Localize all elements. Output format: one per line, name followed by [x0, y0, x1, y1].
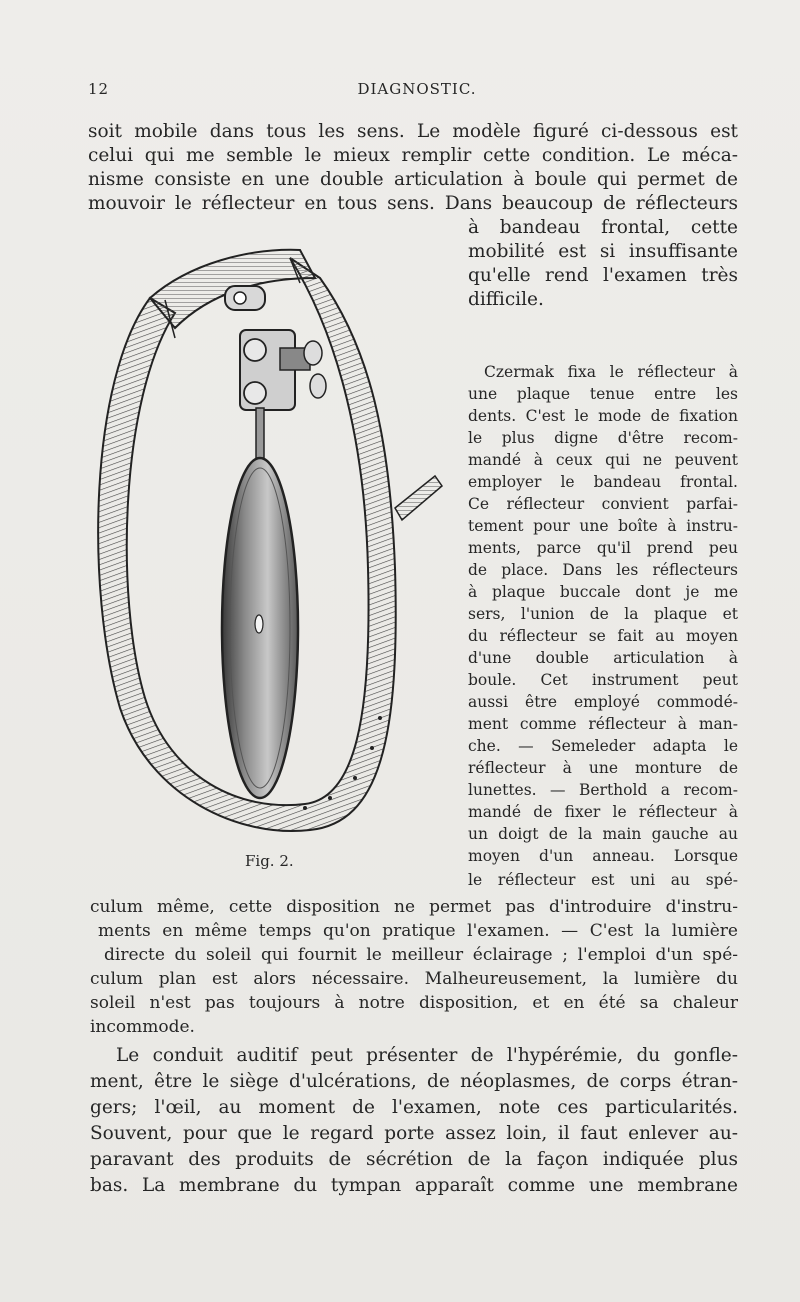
text-line: le plus digne d'être recom-: [468, 429, 738, 447]
text-line: soleil n'est pas toujours à notre disposition, et en été sa chaleur: [90, 993, 738, 1013]
text-line: moyen d'un anneau. Lorsque: [468, 847, 738, 865]
head-mirror-illustration: [90, 238, 450, 848]
text-line: aussi être employé commodé-: [468, 693, 738, 711]
running-header: [88, 80, 746, 104]
text-line: à plaque buccale dont je me: [468, 583, 738, 601]
text-line: gers; l'œil, au moment de l'examen, note ces particularités.: [90, 1097, 738, 1118]
text-line: à bandeau frontal, cette: [468, 217, 738, 238]
page-number: 12: [88, 80, 110, 98]
text-line: celui qui me semble le mieux remplir cette condition. Le méca-: [88, 145, 738, 166]
text-line: mouvoir le réflecteur en tous sens. Dans beaucoup de réflecteurs: [88, 193, 738, 214]
text-line: tement pour une boîte à instru-: [468, 517, 738, 535]
running-title: DIAGNOSTIC.: [357, 80, 477, 98]
text-line: le réflecteur est uni au spé-: [468, 871, 738, 889]
text-line: de place. Dans les réflecteurs: [468, 561, 738, 579]
text-line: nisme consiste en une double articulation à boule qui permet de: [88, 169, 738, 190]
text-line: mandé à ceux qui ne peuvent: [468, 451, 738, 469]
text-line: culum plan est alors nécessaire. Malheureusement, la lumière du: [90, 969, 738, 989]
text-line: d'une double articulation à: [468, 649, 738, 667]
text-line: qu'elle rend l'examen très: [468, 265, 738, 286]
text-line: che. — Semeleder adapta le: [468, 737, 738, 755]
text-line: culum même, cette disposition ne permet pas d'introduire d'instru-: [90, 897, 738, 917]
text-line: directe du soleil qui fournit le meilleur éclairage ; l'emploi d'un spé-: [104, 945, 738, 965]
text-line: ment, être le siège d'ulcérations, de néoplasmes, de corps étran-: [90, 1071, 738, 1092]
text-line: Le conduit auditif peut présenter de l'hypérémie, du gonfle-: [116, 1045, 738, 1066]
text-line: mandé de fixer le réflecteur à: [468, 803, 738, 821]
text-line: ments, parce qu'il prend peu: [468, 539, 738, 557]
text-line: difficile.: [468, 289, 544, 310]
text-line: Czermak fixa le réflecteur à: [484, 363, 738, 381]
text-line: employer le bandeau frontal.: [468, 473, 738, 491]
text-line: soit mobile dans tous les sens. Le modèle figuré ci-dessous est: [88, 121, 738, 142]
text-line: réflecteur à une monture de: [468, 759, 738, 777]
text-line: boule. Cet instrument peut: [468, 671, 738, 689]
text-line: incommode.: [90, 1017, 195, 1037]
text-line: mobilité est si insuffisante: [468, 241, 738, 262]
figure-caption: Fig. 2.: [245, 852, 294, 870]
text-line: Souvent, pour que le regard porte assez loin, il faut enlever au-: [90, 1123, 738, 1144]
text-line: ment comme réflecteur à man-: [468, 715, 738, 733]
text-line: bas. La membrane du tympan apparaît comme une membrane: [90, 1175, 738, 1196]
text-line: sers, l'union de la plaque et: [468, 605, 738, 623]
text-line: un doigt de la main gauche au: [468, 825, 738, 843]
text-line: lunettes. — Berthold a recom-: [468, 781, 738, 799]
text-line: ments en même temps qu'on pratique l'examen. — C'est la lumière: [98, 921, 738, 941]
text-line: une plaque tenue entre les: [468, 385, 738, 403]
text-line: du réflecteur se fait au moyen: [468, 627, 738, 645]
text-line: paravant des produits de sécrétion de la façon indiquée plus: [90, 1149, 738, 1170]
text-line: dents. C'est le mode de fixation: [468, 407, 738, 425]
text-line: Ce réflecteur convient parfai-: [468, 495, 738, 513]
